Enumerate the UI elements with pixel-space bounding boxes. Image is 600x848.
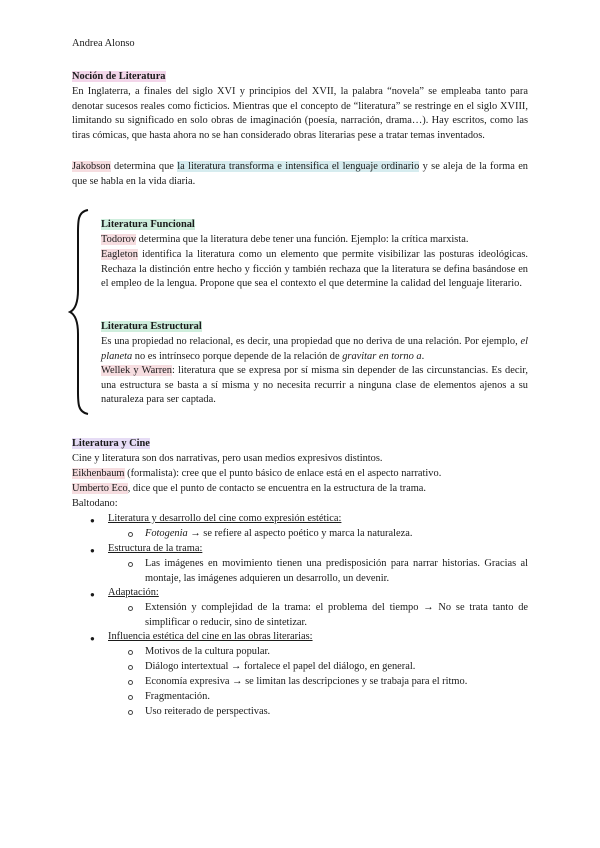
- sub-bullet-circle: [128, 606, 133, 611]
- name-wellek-warren: Wellek y Warren: [101, 365, 172, 376]
- paragraph-eagleton: Eagleton identifica la literatura como un elemento que permite visibilizar las posturas ideológicas. Rechaza la distinción entre hecho y ficción y también rechaza que la literatura se defina basándose en el empleo de la lengua. Propone que sea el contexto el que determine la calidad del lenguaje literario.: [101, 249, 528, 290]
- cine-line-1: Cine y literatura son dos narrativas, pero usan medios expresivos distintos.: [72, 453, 383, 464]
- section-heading-estructural: Literatura Estructural: [101, 321, 202, 332]
- cine-line-baltodano: Baltodano:: [72, 498, 118, 509]
- sub-list-item: Diálogo intertextual → fortalece el papel del diálogo, en general.: [145, 661, 416, 672]
- bullet-dot: ●: [90, 634, 95, 643]
- curly-brace: [68, 208, 90, 416]
- list-item-label: Estructura de la trama:: [108, 543, 203, 554]
- section-heading-funcional: Literatura Funcional: [101, 219, 195, 230]
- sub-list-item: Economía expresiva → se limitan las descripciones y se trabaja para el ritmo.: [145, 676, 468, 687]
- sub-list-item: Fotogenia → se refiere al aspecto poético y marca la naturaleza.: [145, 528, 413, 539]
- bullet-dot: ●: [90, 590, 95, 599]
- sub-bullet-circle: [128, 532, 133, 537]
- paragraph-todorov: Todorov determina que la literatura debe tener una función. Ejemplo: la crítica marxista.: [101, 234, 469, 245]
- sub-bullet-circle: [128, 710, 133, 715]
- section-heading-nocion: Noción de Literatura: [72, 71, 166, 82]
- bullet-dot: ●: [90, 516, 95, 525]
- name-umberto-eco: Umberto Eco: [72, 483, 128, 494]
- sub-bullet-circle: [128, 680, 133, 685]
- sub-list-item: Motivos de la cultura popular.: [145, 646, 270, 657]
- section-heading-cine: Literatura y Cine: [72, 438, 150, 449]
- sub-bullet-circle: [128, 695, 133, 700]
- paragraph-jakobson: Jakobson determina que la literatura transforma e intensifica el lenguaje ordinario y se aleja de la forma en que se habla en la vida diaria.: [72, 161, 529, 187]
- sub-bullet-circle: [128, 562, 133, 567]
- bullet-dot: ●: [90, 546, 95, 555]
- name-todorov: Todorov: [101, 234, 137, 245]
- list-item-label: Influencia estética del cine en las obras literarias:: [108, 631, 313, 642]
- name-eikhenbaum: Eikhenbaum: [72, 468, 125, 479]
- cine-line-eikhenbaum: Eikhenbaum (formalista): cree que el punto básico de enlace está en el aspecto narrativo.: [72, 468, 442, 479]
- cine-line-eco: Umberto Eco, dice que el punto de contacto se encuentra en la estructura de la trama.: [72, 483, 426, 494]
- sub-list-item: Uso reiterado de perspectivas.: [145, 706, 271, 717]
- name-jakobson: Jakobson: [72, 161, 111, 172]
- sub-list-item: Fragmentación.: [145, 691, 210, 702]
- paragraph-estructural: Es una propiedad no relacional, es decir, una propiedad que no deriva de una relación. Por ejemplo, el planeta no es intrínseco porque depende de la relación de gravitar en torno a.: [101, 336, 528, 362]
- author-name: Andrea Alonso: [72, 38, 135, 49]
- sub-bullet-circle: [128, 665, 133, 670]
- sub-bullet-circle: [128, 650, 133, 655]
- sub-list-item: Extensión y complejidad de la trama: el problema del tiempo → No se trata tanto de simplificar o reducir, sino de sintetizar.: [145, 602, 528, 628]
- paragraph-nocion: En Inglaterra, a finales del siglo XVI y principios del XVII, la palabra “novela” se empleaba tanto para denotar sucesos reales como ficticios. Mientras que el concepto de “literatura” se restringe en el siglo XVIII, limitando su significado en solo obras de imaginación (poesía, narración, drama…). Hay escritos, como las tiras cómicas, que hasta ahora no se han considerado obras literarias pese a tratar temas inventados.: [72, 86, 528, 141]
- name-eagleton: Eagleton: [101, 249, 138, 260]
- sub-list-item: Las imágenes en movimiento tienen una predisposición para narrar historias. Gracias al montaje, las imágenes adquieren un desarrollo, un devenir.: [145, 558, 528, 584]
- list-item-label: Literatura y desarrollo del cine como expresión estética:: [108, 513, 342, 524]
- highlight-jakobson: la literatura transforma e intensifica el lenguaje ordinario: [177, 161, 420, 172]
- paragraph-wellek-warren: Wellek y Warren: literatura que se expresa por sí misma sin depender de las circunstancias. Es decir, una estructura se basta a sí misma y no necesita recurrir a ninguna clase de elementos ajenos a su naturaleza para ser captada.: [101, 365, 528, 406]
- list-item-label: Adaptación:: [108, 587, 159, 598]
